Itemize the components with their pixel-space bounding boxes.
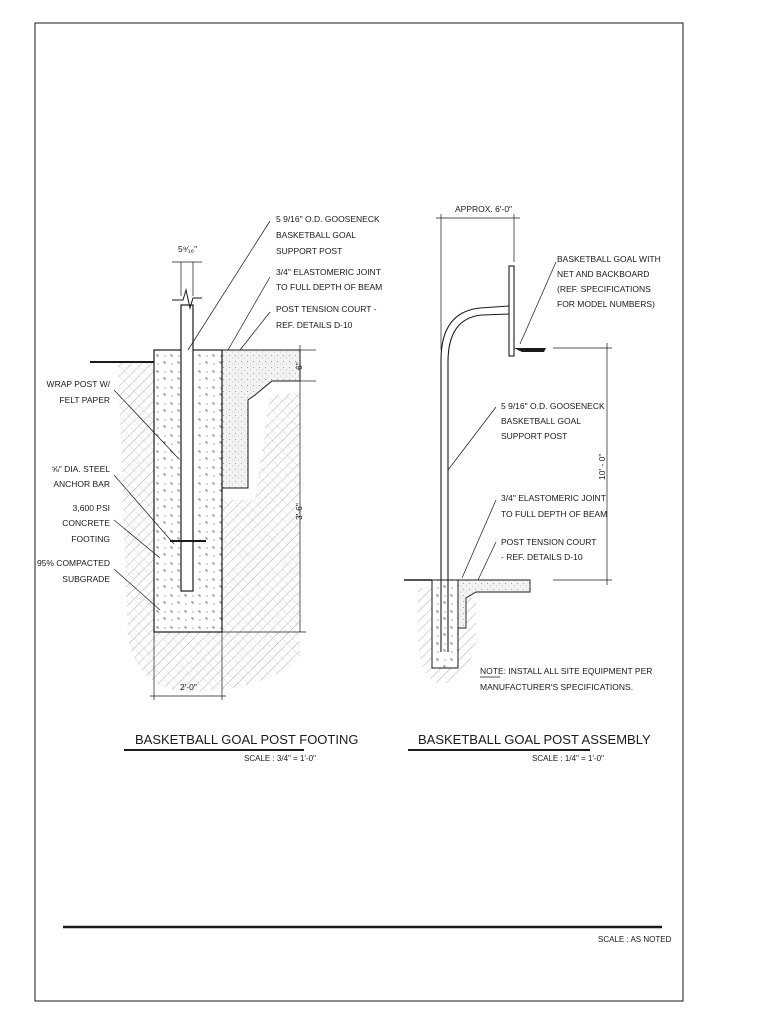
sheet-scale-note: SCALE : AS NOTED (598, 935, 672, 944)
svg-text:CONCRETE: CONCRETE (62, 518, 110, 528)
assembly-backboard (509, 266, 514, 356)
assembly-dim-height (553, 343, 612, 585)
svg-text:3/4" ELASTOMERIC JOINT: 3/4" ELASTOMERIC JOINT (276, 267, 381, 277)
assembly-scale: SCALE : 1/4" = 1'-0" (532, 754, 604, 763)
svg-text:⅝" DIA. STEEL: ⅝" DIA. STEEL (51, 464, 110, 474)
svg-text:TO FULL DEPTH OF BEAM: TO FULL DEPTH OF BEAM (276, 282, 383, 292)
footing-title: BASKETBALL GOAL POST FOOTING (135, 732, 359, 747)
assembly-title: BASKETBALL GOAL POST ASSEMBLY (418, 732, 651, 747)
footing-callout-post (276, 214, 380, 256)
svg-text:5 9/16" O.D. GOOSENECK: 5 9/16" O.D. GOOSENECK (501, 401, 605, 411)
assembly-detail (404, 204, 661, 763)
assembly-callout-post (501, 401, 605, 441)
assembly-callout-goal (557, 254, 661, 309)
footing-callout-joint (276, 267, 382, 292)
svg-text:- REF. DETAILS D-10: - REF. DETAILS D-10 (501, 552, 583, 562)
assembly-reach-label: APPROX. 6'-0" (455, 204, 513, 214)
svg-text:5 9/16" O.D. GOOSENECK: 5 9/16" O.D. GOOSENECK (276, 214, 380, 224)
footing-callout-subgrade (37, 558, 110, 584)
svg-text:SUBGRADE: SUBGRADE (62, 574, 110, 584)
footing-post (181, 305, 193, 591)
footing-slab-label: 6" (294, 362, 304, 370)
svg-text:NET AND BACKBOARD: NET AND BACKBOARD (557, 269, 650, 279)
assembly-callout-court (501, 537, 596, 562)
svg-text:3/4" ELASTOMERIC JOINT: 3/4" ELASTOMERIC JOINT (501, 493, 606, 503)
svg-text:BASKETBALL GOAL: BASKETBALL GOAL (276, 230, 356, 240)
footing-callout-wrap (47, 379, 111, 405)
assembly-dim-reach (436, 204, 520, 350)
assembly-rim-net (514, 348, 546, 352)
svg-text:FOR MODEL NUMBERS): FOR MODEL NUMBERS) (557, 299, 655, 309)
svg-text:NOTE: INSTALL ALL SITE EQUIPME: NOTE: INSTALL ALL SITE EQUIPMENT PER (480, 666, 653, 676)
assembly-footing (432, 580, 458, 668)
svg-text:TO FULL DEPTH OF BEAM: TO FULL DEPTH OF BEAM (501, 509, 608, 519)
svg-text:WRAP POST W/: WRAP POST W/ (46, 379, 110, 389)
svg-text:3,600 PSI: 3,600 PSI (72, 503, 110, 513)
svg-text:ANCHOR BAR: ANCHOR BAR (53, 479, 110, 489)
assembly-note (480, 666, 652, 692)
footing-scale: SCALE : 3/4" = 1'-0" (244, 754, 316, 763)
svg-text:FELT PAPER: FELT PAPER (59, 395, 110, 405)
svg-text:REF. DETAILS D-10: REF. DETAILS D-10 (276, 320, 353, 330)
footing-width-label: 2'-0" (180, 682, 197, 692)
assembly-callout-joint (501, 493, 607, 519)
svg-text:SUPPORT POST: SUPPORT POST (276, 246, 343, 256)
assembly-height-label: 10' - 0" (597, 453, 607, 480)
svg-text:POST TENSION COURT: POST TENSION COURT (501, 537, 597, 547)
svg-text:BASKETBALL GOAL WITH: BASKETBALL GOAL WITH (557, 254, 661, 264)
footing-dim-diameter (172, 244, 202, 296)
footing-callout-court (276, 304, 377, 330)
footing-depth-label: 3'-6" (294, 503, 304, 520)
svg-text:FOOTING: FOOTING (71, 534, 110, 544)
svg-text:95% COMPACTED: 95% COMPACTED (36, 558, 110, 568)
footing-callout-concrete (62, 503, 110, 544)
footing-callout-anchor (52, 464, 111, 489)
svg-text:BASKETBALL GOAL: BASKETBALL GOAL (501, 416, 581, 426)
svg-text:(REF. SPECIFICATIONS: (REF. SPECIFICATIONS (557, 284, 651, 294)
svg-text:MANUFACTURER'S SPECIFICATIONS.: MANUFACTURER'S SPECIFICATIONS. (480, 682, 634, 692)
footing-detail (37, 214, 382, 763)
svg-text:POST TENSION COURT -: POST TENSION COURT - (276, 304, 377, 314)
svg-text:SUPPORT POST: SUPPORT POST (501, 431, 568, 441)
footing-diameter-label: 5⁹⁄₁₆" (178, 244, 198, 254)
